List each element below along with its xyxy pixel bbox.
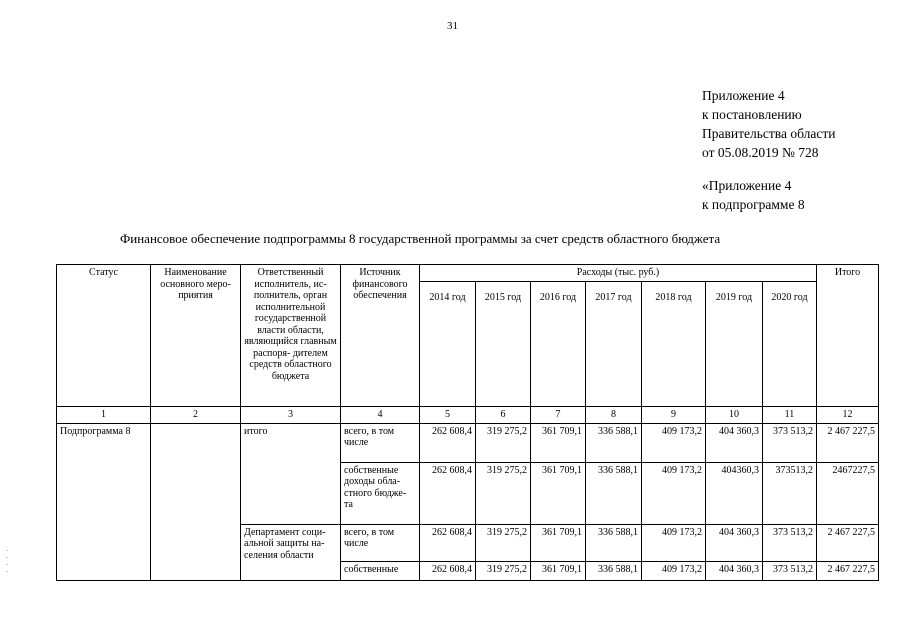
executor-cell: итого <box>241 423 341 524</box>
executor-cell: Департамент соци- альной защиты на- селения области <box>241 524 341 580</box>
value-cell: 404 360,3 <box>706 524 763 561</box>
appendix-line: Приложение 4 <box>702 88 785 103</box>
header-row <box>57 265 879 282</box>
column-number: 9 <box>642 407 706 424</box>
total-cell: 2 467 227,5 <box>817 423 879 462</box>
financing-table <box>56 264 879 581</box>
total-cell: 2467227,5 <box>817 462 879 524</box>
appendix-block <box>702 86 835 162</box>
value-cell: 336 588,1 <box>586 524 642 561</box>
value-cell: 319 275,2 <box>476 423 531 462</box>
column-numbers-row <box>57 407 879 424</box>
measure-cell <box>151 423 241 580</box>
value-cell: 336 588,1 <box>586 423 642 462</box>
value-cell: 262 608,4 <box>420 462 476 524</box>
header-status: Статус <box>57 265 151 407</box>
document-title: Финансовое обеспечение подпрограммы 8 государственной программы за счет средств областного бюджета <box>120 231 721 246</box>
value-cell: 409 173,2 <box>642 423 706 462</box>
value-cell: 361 709,1 <box>531 524 586 561</box>
column-number: 1 <box>57 407 151 424</box>
value-cell: 409 173,2 <box>642 524 706 561</box>
value-cell: 361 709,1 <box>531 462 586 524</box>
value-cell: 319 275,2 <box>476 462 531 524</box>
value-cell: 319 275,2 <box>476 524 531 561</box>
year-cell: 2014 год <box>420 282 476 407</box>
value-cell: 319 275,2 <box>476 561 531 580</box>
value-cell: 373513,2 <box>763 462 817 524</box>
header-executor: Ответственный исполнитель, ис- полнитель, орган исполнительной государственной власти области, являющийся главным распоря- дителем средств областного бюджета <box>241 265 341 407</box>
margin-marks: · · · · <box>6 547 9 576</box>
status-cell: Подпрограмма 8 <box>57 423 151 580</box>
column-number: 6 <box>476 407 531 424</box>
source-cell: всего, в том числе <box>341 423 420 462</box>
value-cell: 409 173,2 <box>642 462 706 524</box>
appendix-line: к постановлению <box>702 107 802 122</box>
appendix-line: Правительства области <box>702 126 836 141</box>
value-cell: 404 360,3 <box>706 561 763 580</box>
sub-appendix-line: «Приложение 4 <box>702 178 792 193</box>
column-number: 2 <box>151 407 241 424</box>
value-cell: 404 360,3 <box>706 423 763 462</box>
value-cell: 336 588,1 <box>586 462 642 524</box>
value-cell: 373 513,2 <box>763 524 817 561</box>
column-number: 3 <box>241 407 341 424</box>
value-cell: 361 709,1 <box>531 561 586 580</box>
total-cell: 2 467 227,5 <box>817 561 879 580</box>
source-cell: собственные доходы обла- стного бюдже- та <box>341 462 420 524</box>
year-cell: 2020 год <box>763 282 817 407</box>
table-row <box>57 423 879 462</box>
value-cell: 373 513,2 <box>763 561 817 580</box>
value-cell: 404360,3 <box>706 462 763 524</box>
column-number: 5 <box>420 407 476 424</box>
year-cell: 2017 год <box>586 282 642 407</box>
column-number: 11 <box>763 407 817 424</box>
sub-appendix-line: к подпрограмме 8 <box>702 197 805 212</box>
year-cell: 2018 год <box>642 282 706 407</box>
value-cell: 361 709,1 <box>531 423 586 462</box>
column-number: 7 <box>531 407 586 424</box>
year-cell: 2016 год <box>531 282 586 407</box>
header-source: Источник финансового обеспечения <box>341 265 420 407</box>
value-cell: 409 173,2 <box>642 561 706 580</box>
source-cell: собственные <box>341 561 420 580</box>
column-number: 12 <box>817 407 879 424</box>
value-cell: 262 608,4 <box>420 423 476 462</box>
value-cell: 373 513,2 <box>763 423 817 462</box>
page-number: 31 <box>447 20 458 32</box>
header-total: Итого <box>817 265 879 407</box>
value-cell: 262 608,4 <box>420 524 476 561</box>
sub-appendix-block <box>702 176 805 214</box>
column-number: 8 <box>586 407 642 424</box>
appendix-line: от 05.08.2019 № 728 <box>702 145 819 160</box>
column-number: 10 <box>706 407 763 424</box>
year-cell: 2019 год <box>706 282 763 407</box>
header-expenses: Расходы (тыс. руб.) <box>420 265 817 282</box>
column-number: 4 <box>341 407 420 424</box>
value-cell: 336 588,1 <box>586 561 642 580</box>
value-cell: 262 608,4 <box>420 561 476 580</box>
year-cell: 2015 год <box>476 282 531 407</box>
total-cell: 2 467 227,5 <box>817 524 879 561</box>
header-measure-name: Наименование основного меро- приятия <box>151 265 241 407</box>
source-cell: всего, в том числе <box>341 524 420 561</box>
